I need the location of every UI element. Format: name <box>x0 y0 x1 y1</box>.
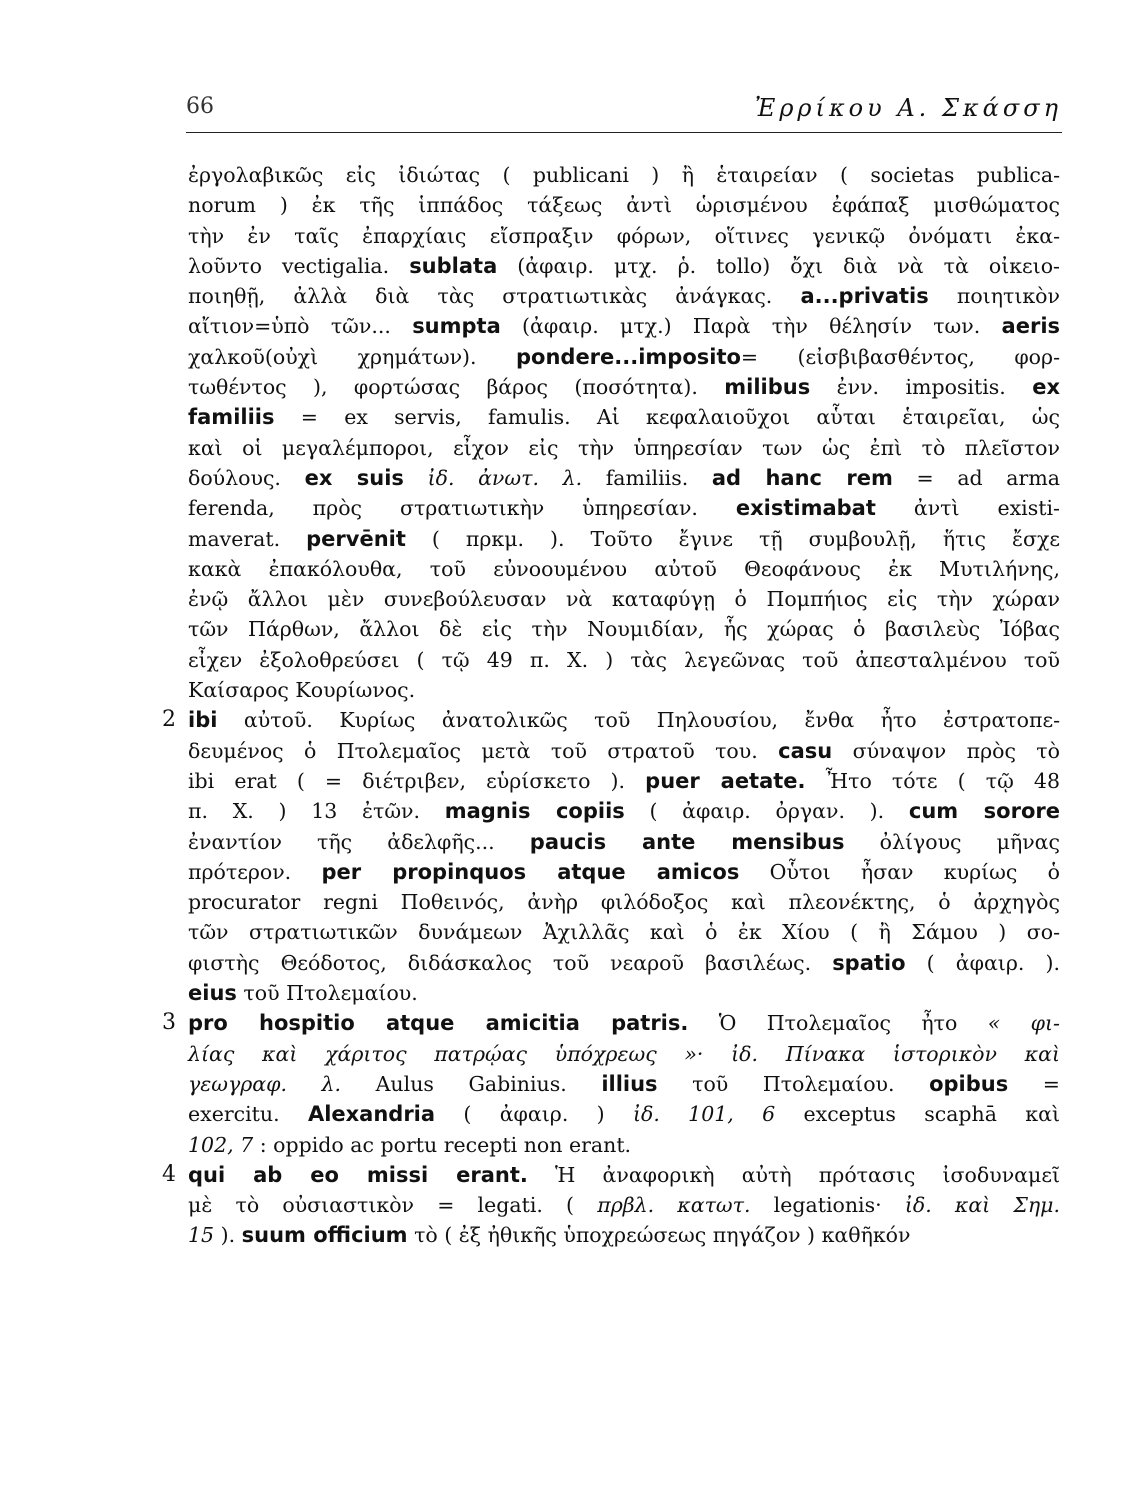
commentary-paragraph <box>162 1008 1060 1159</box>
running-title: Ἐρρίκου Α. Σκάσση <box>754 94 1062 122</box>
lemma: aeris <box>1001 314 1061 339</box>
reference: 15 <box>188 1223 215 1248</box>
text-line <box>188 796 1060 826</box>
text-line <box>188 524 1060 554</box>
lemma: pondere...imposito <box>516 344 741 369</box>
gloss-text: (ἀφαιρ. μτχ. ῥ. tollo) ὄχι διὰ νὰ τὰ οἰκειο- <box>497 253 1060 278</box>
text-line <box>188 766 1060 796</box>
text-line <box>188 221 1060 251</box>
lemma: pro hospitio atque amicitia patris. <box>188 1011 689 1036</box>
lemma: familiis <box>188 405 275 430</box>
text-line <box>188 887 1060 917</box>
reference: πρβλ. κατωτ. <box>597 1193 751 1218</box>
section-number: 4 <box>162 1161 176 1187</box>
gloss-text: procurator regni Ποθεινός, ἀνὴρ φιλόδοξος καὶ πλεονέκτης, ὁ ἀρχηγὸς <box>188 890 1060 915</box>
lemma: sublata <box>409 253 498 278</box>
gloss-text: familiis. <box>582 465 712 490</box>
section-number: 3 <box>162 1010 176 1036</box>
gloss-text: ibi erat ( = διέτριβεν, εὑρίσκετο ). <box>188 768 646 793</box>
reference: ἰδ. 101, 6 <box>632 1102 776 1127</box>
gloss-text: (ἀφαιρ. μτχ.) Παρὰ τὴν θέλησίν των. <box>500 314 1002 339</box>
text-line <box>188 463 1060 493</box>
text-line <box>188 433 1060 463</box>
gloss-text: ἐνν. impositis. <box>810 375 1033 400</box>
gloss-text: τοῦ Πτολεμαίου. <box>657 1071 930 1096</box>
lemma: per propinquos atque amicos <box>321 859 740 884</box>
lemma: magnis copiis <box>444 799 625 824</box>
lemma: ad hanc rem <box>711 465 893 490</box>
text-line <box>188 251 1060 281</box>
gloss-text: ferenda, πρὸς στρατιωτικὴν ὑπηρεσίαν. <box>188 496 736 521</box>
gloss-text: φιστὴς Θεόδοτος, διδάσκαλος τοῦ νεαροῦ βασιλέως. <box>188 950 833 975</box>
lemma: spatio <box>832 950 906 975</box>
gloss-text: : oppido ac portu recepti non erant. <box>253 1132 632 1157</box>
text-line <box>188 1160 1060 1190</box>
reference: ἰδ. καὶ Σημ. <box>904 1193 1060 1218</box>
text-line <box>188 281 1060 311</box>
text-line <box>188 311 1060 341</box>
lemma: opibus <box>929 1071 1009 1096</box>
gloss-text: σύναψον πρὸς τὸ <box>832 738 1060 763</box>
gloss-text: ἀντὶ existi- <box>875 496 1060 521</box>
lemma: eius <box>188 981 237 1006</box>
text-line <box>188 190 1060 220</box>
text-line <box>188 675 1060 705</box>
page-number: 66 <box>186 94 214 119</box>
lemma: ibi <box>188 708 218 733</box>
lemma: a...privatis <box>800 284 929 309</box>
gloss-text: Ὁ Πτολεμαῖος ἦτο <box>688 1011 988 1036</box>
text-line <box>188 827 1060 857</box>
text-line <box>188 948 1060 978</box>
gloss-text: τῶν στρατιωτικῶν δυνάμεων Ἀχιλλᾶς καὶ ὁ ἐκ Χίου ( ἢ Σάμου ) σο- <box>188 920 1060 945</box>
gloss-text: πρότερον. <box>188 859 322 884</box>
lemma: paucis ante mensibus <box>529 829 845 854</box>
text-line <box>188 1220 1060 1250</box>
text-line <box>188 402 1060 432</box>
gloss-text: exercitu. <box>188 1102 308 1127</box>
gloss-text: norum ) ἐκ τῆς ἱππάδος τάξεως ἀντὶ ὡρισμένου ἐφάπαξ μισθώματος <box>188 193 1060 218</box>
lemma: existimabat <box>735 496 876 521</box>
section-number: 2 <box>162 707 176 733</box>
gloss-text: ( πρκμ. ). Τοῦτο ἔγινε τῇ συμβουλῇ, ἥτις ἔσχε <box>405 526 1060 551</box>
text-line <box>188 372 1060 402</box>
lemma: ex <box>1032 375 1061 400</box>
text-line <box>188 1039 1060 1069</box>
reference: γεωγραφ. λ. <box>188 1071 342 1096</box>
lemma: Alexandria <box>307 1102 436 1127</box>
gloss-text: τὸ ( ἐξ ἠθικῆς ὑποχρεώσεως πηγάζον ) καθῆκόν <box>407 1223 911 1248</box>
text-line <box>188 978 1060 1008</box>
page-body <box>162 160 1061 1251</box>
gloss-text: Aulus Gabinius. <box>341 1071 602 1096</box>
gloss-text: τὴν ἐν ταῖς ἐπαρχίαις εἴσπραξιν φόρων, οἵτινες γενικῷ ὀνόματι ἐκα- <box>188 223 1060 248</box>
lemma: sumpta <box>412 314 501 339</box>
gloss-text: = <box>1008 1071 1060 1096</box>
commentary-paragraph <box>188 160 1060 705</box>
text-line <box>188 554 1060 584</box>
gloss-text: = (εἰσβιβασθέντος, φορ- <box>740 344 1060 369</box>
text-line <box>188 736 1060 766</box>
gloss-text: π. Χ. ) 13 ἐτῶν. <box>188 799 445 824</box>
gloss-text: Καίσαρος Κουρίωνος. <box>188 678 416 703</box>
lemma: suum officium <box>241 1223 408 1248</box>
text-line <box>188 614 1060 644</box>
lemma: qui ab eo missi erant. <box>188 1162 528 1187</box>
gloss-text <box>404 466 428 490</box>
text-line <box>188 917 1060 947</box>
lemma: milibus <box>724 375 811 400</box>
text-line <box>188 1190 1060 1220</box>
gloss-text: = ad arma <box>892 465 1060 490</box>
gloss-text: Ἡ ἀναφορικὴ αὐτὴ πρότασις ἰσοδυναμεῖ <box>527 1162 1060 1187</box>
gloss-text: Οὗτοι ἦσαν κυρίως ὁ <box>739 859 1061 884</box>
gloss-text: αἴτιον=ὑπὸ τῶν... <box>188 314 413 339</box>
reference: 102, 7 <box>188 1132 254 1157</box>
gloss-text: αὐτοῦ. Κυρίως ἀνατολικῶς τοῦ Πηλουσίου, ἔνθα ἦτο ἐστρατοπε- <box>217 708 1060 733</box>
gloss-text: δευμένος ὁ Πτολεμαῖος μετὰ τοῦ στρατοῦ του. <box>188 738 779 763</box>
gloss-text: ἐναντίον τῆς ἀδελφῆς... <box>188 829 530 854</box>
gloss-text: χαλκοῦ(οὐχὶ χρημάτων). <box>188 344 516 369</box>
gloss-text: ἐνῷ ἄλλοι μὲν συνεβούλευσαν νὰ καταφύγῃ ὁ Πομπήιος εἰς τὴν χώραν <box>188 587 1060 612</box>
lemma: ex suis <box>304 465 404 490</box>
text-line <box>188 160 1060 190</box>
lemma: casu <box>778 738 833 763</box>
gloss-text: ( ἀφαιρ. ὀργαν. ). <box>624 799 909 824</box>
reference: ἰδ. ἀνωτ. λ. <box>427 465 583 490</box>
gloss-text: τῶν Πάρθων, ἄλλοι δὲ εἰς τὴν Νουμιδίαν, ἧς χώρας ὁ βασιλεὺς Ἰόβας <box>188 617 1060 642</box>
gloss-text: τοῦ Πτολεμαίου. <box>236 981 418 1006</box>
gloss-text: καὶ οἱ μεγαλέμποροι, εἶχον εἰς τὴν ὑπηρεσίαν των ὡς ἐπὶ τὸ πλεῖστον <box>188 435 1060 460</box>
gloss-text: τωθέντος ), φορτώσας βάρος (ποσότητα). <box>188 375 725 400</box>
text-line <box>188 857 1060 887</box>
text-line <box>188 1008 1060 1038</box>
gloss-text: legationis· <box>750 1193 905 1218</box>
gloss-text: δούλους. <box>188 465 305 490</box>
gloss-text: ( ἀφαιρ. ) <box>435 1102 633 1127</box>
commentary-paragraph <box>162 705 1061 1008</box>
gloss-text: ποιητικὸν <box>928 284 1060 309</box>
gloss-text: ). <box>214 1223 242 1248</box>
reference: λίας καὶ χάριτος πατρῴας ὑπόχρεως »· ἰδ. Πίνακα ἱστορικὸν καὶ <box>188 1041 1060 1066</box>
gloss-text: λοῦντο vectigalia. <box>188 253 410 278</box>
text-line <box>188 705 1060 735</box>
gloss-text: ποιηθῇ, ἀλλὰ διὰ τὰς στρατιωτικὰς ἀνάγκας. <box>188 284 801 309</box>
gloss-text: κακὰ ἐπακόλουθα, τοῦ εὐνοουμένου αὐτοῦ Θεοφάνους ἐκ Μυτιλήνης, <box>188 556 1060 581</box>
text-line <box>188 342 1060 372</box>
gloss-text: maverat. <box>188 526 307 551</box>
gloss-text: ( ἀφαιρ. ). <box>905 950 1060 975</box>
commentary-paragraph <box>162 1160 1060 1251</box>
gloss-text: μὲ τὸ οὐσιαστικὸν = legati. ( <box>188 1193 598 1218</box>
text-line <box>188 1130 1060 1160</box>
text-line <box>188 1099 1060 1129</box>
gloss-text: εἶχεν ἐξολοθρεύσει ( τῷ 49 π. Χ. ) τὰς λεγεῶνας τοῦ ἀπεσταλμένου τοῦ <box>188 647 1060 672</box>
gloss-text: exceptus scaphā καὶ <box>775 1102 1060 1127</box>
lemma: pervēnit <box>306 526 406 551</box>
lemma: illius <box>601 1071 658 1096</box>
text-line <box>188 493 1060 523</box>
gloss-text: ὀλίγους μῆνας <box>844 829 1061 854</box>
gloss-text: ἐργολαβικῶς εἰς ἰδιώτας ( publicani ) ἢ ἑταιρείαν ( societas publica- <box>188 163 1060 187</box>
gloss-text: = ex servis, famulis. Αἱ κεφαλαιοῦχοι αὗται ἑταιρεῖαι, ὡς <box>274 405 1060 430</box>
lemma: cum sorore <box>908 799 1060 824</box>
lemma: puer aetate. <box>645 768 806 793</box>
reference: « φι- <box>987 1011 1060 1036</box>
text-line <box>188 645 1060 675</box>
page-header <box>186 92 1062 133</box>
text-line <box>188 1069 1060 1099</box>
text-line <box>188 584 1060 614</box>
gloss-text: Ἦτο τότε ( τῷ 48 <box>805 768 1060 793</box>
